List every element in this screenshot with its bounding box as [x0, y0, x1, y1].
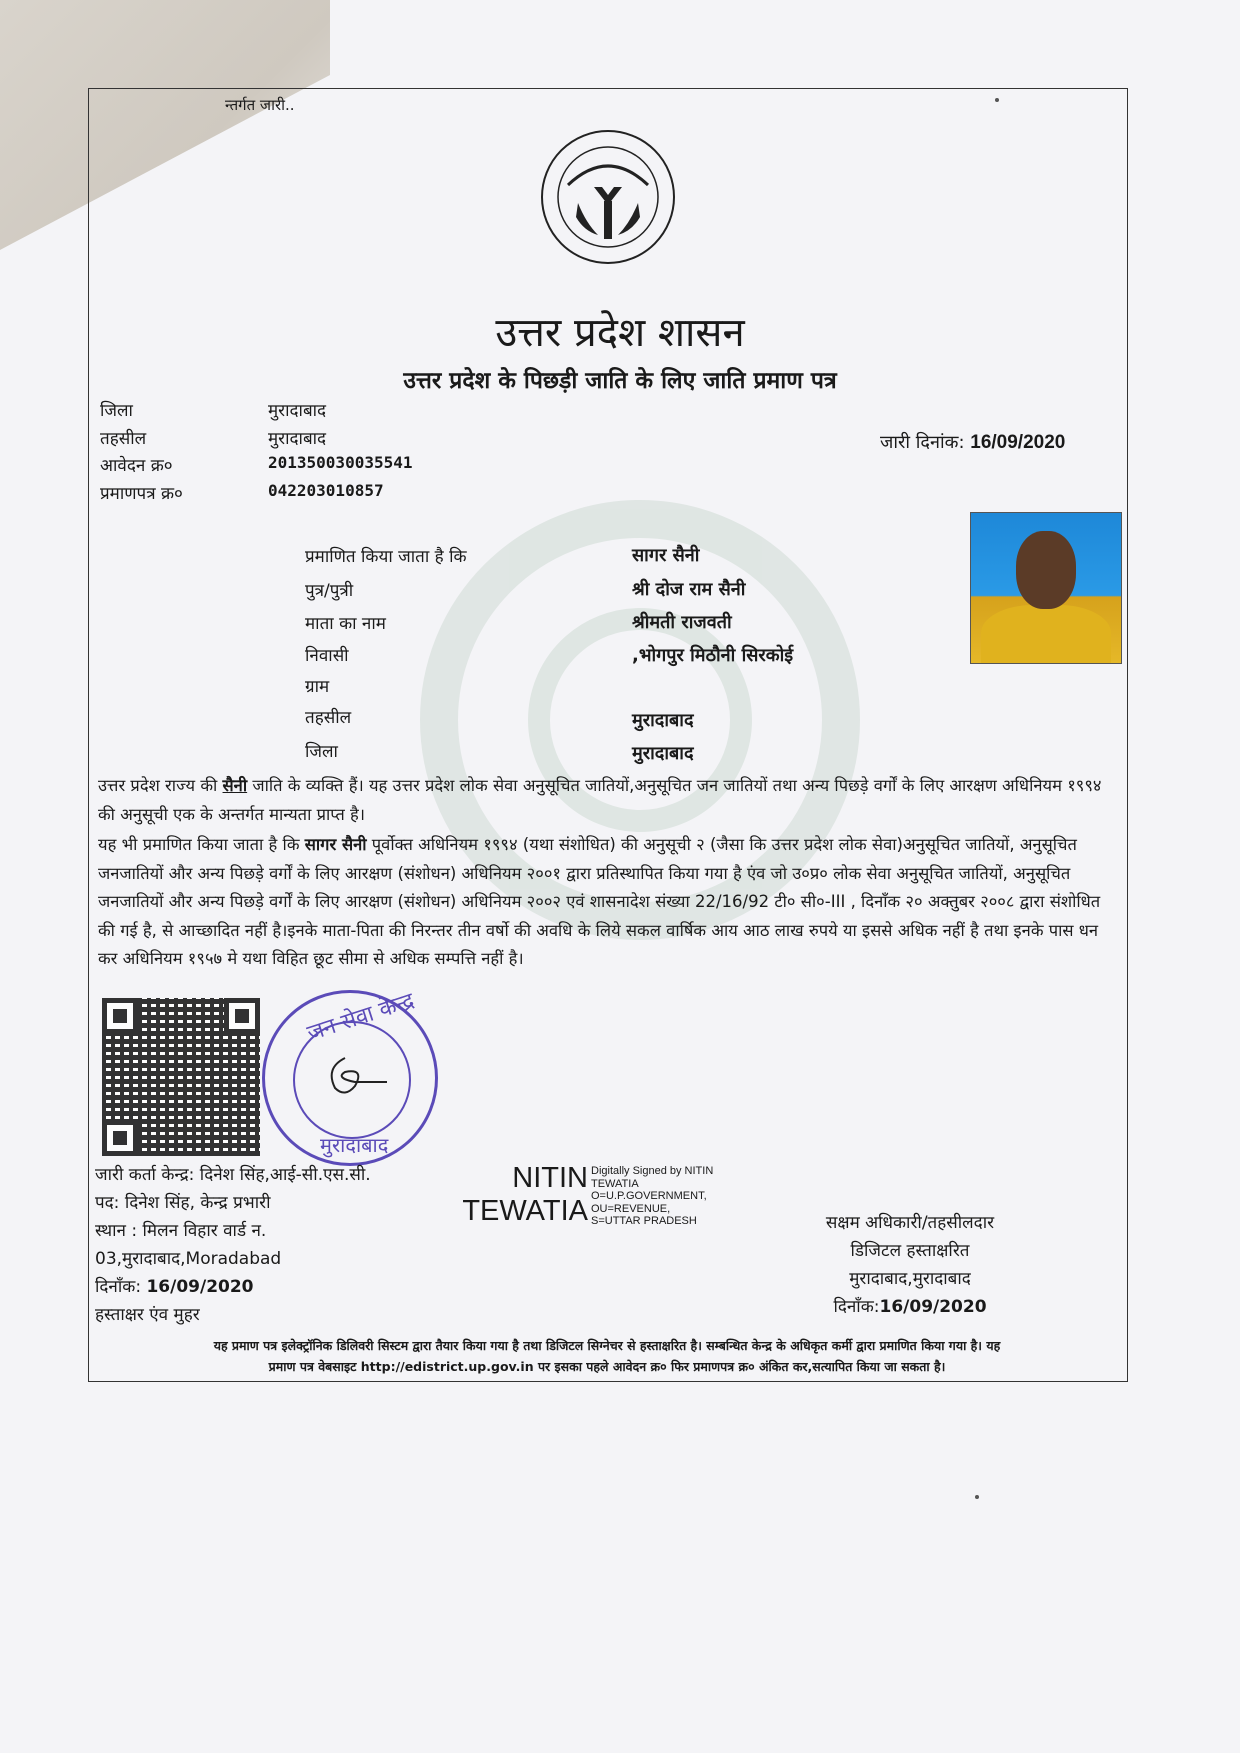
issuer-centre: जारी कर्ता केन्द्र: दिनेश सिंह,आई-सी.एस.सी. — [95, 1165, 371, 1185]
issue-date-value: 16/09/2020 — [970, 432, 1066, 453]
signature-seal-label: हस्ताक्षर एंव मुहर — [95, 1305, 200, 1325]
authority-title: सक्षम अधिकारी/तहसीलदार — [825, 1213, 995, 1233]
district-value: मुरादाबाद — [268, 401, 327, 421]
tehsil-value: मुरादाबाद — [268, 429, 327, 449]
issue-date-label: जारी दिनांक: — [880, 432, 965, 453]
tehsil-label: तहसील — [100, 429, 147, 449]
issuer-date-label: दिनाँक: — [95, 1277, 142, 1297]
stamp-top-text: जन सेवा केन्द्र — [304, 988, 418, 1047]
issuer-date-value: 16/09/2020 — [146, 1277, 254, 1297]
authority-date-value: 16/09/2020 — [879, 1297, 987, 1317]
signer-first-name: NITIN — [512, 1162, 588, 1194]
mother-name: श्रीमती राजवती — [632, 612, 732, 633]
footer-line-1: यह प्रमाण पत्र इलेक्ट्रॉनिक डिलिवरी सिस्टम द्वारा तैयार किया गया है तथा डिजिटल सिग्नेचर से हस्ताक्षरित है। सम्बन्धित केन्द्र के अधिकृत कर्मी द्वारा प्रमाणित किया गया है। यह — [213, 1338, 1001, 1353]
resident-label: निवासी — [305, 646, 349, 666]
resident-value: ,भोगपुर मिठौनी सिरकोई — [632, 645, 794, 666]
issuer-address: 03,मुरादाबाद,Moradabad — [95, 1249, 282, 1269]
footer-line-2: प्रमाण पत्र वेबसाइट http://edistrict.up.gov.in पर इसका पहले आवेदन क्र० फिर प्रमाणपत्र क्र० अंकित कर,सत्यापित किया जा सकता है। — [268, 1359, 946, 1374]
person-district-value: मुरादाबाद — [632, 743, 694, 764]
digital-signature-details: Digitally Signed by NITIN TEWATIA O=U.P.GOVERNMENT, OU=REVENUE, S=UTTAR PRADESH — [591, 1165, 714, 1227]
applicant-name: सागर सैनी — [632, 545, 700, 566]
district-label: जिला — [100, 401, 133, 421]
authority-date — [760, 1294, 1060, 1317]
application-label: आवेदन क्र० — [100, 456, 173, 476]
seva-kendra-stamp — [262, 990, 438, 1166]
authority-date-label: दिनाँक: — [833, 1297, 880, 1317]
caste-name: सैनी — [222, 776, 248, 795]
digital-signer-name — [448, 1162, 588, 1228]
qr-code — [102, 998, 260, 1156]
parent-name: श्री दोज राम सैनी — [632, 579, 746, 600]
applicant-photo — [970, 512, 1122, 664]
authority-digital-signed: डिजिटल हस्ताक्षरित — [850, 1241, 970, 1261]
up-government-emblem — [538, 127, 678, 267]
top-note: न्तर्गत जारी.. — [225, 96, 295, 114]
applicant-name-inline: सागर सैनी — [304, 835, 367, 854]
issuer-place: स्थान : मिलन विहार वार्ड न. — [95, 1221, 267, 1241]
issuer-post: पद: दिनेश सिंह, केन्द्र प्रभारी — [95, 1193, 271, 1213]
village-label: ग्राम — [305, 677, 330, 697]
stamp-bottom-text: मुरादाबाद — [320, 1133, 389, 1157]
certified-label: प्रमाणित किया जाता है कि — [305, 547, 467, 567]
person-tehsil-value: मुरादाबाद — [632, 710, 694, 731]
issuer-date — [95, 1274, 254, 1297]
authority-location: मुरादाबाद,मुरादाबाद — [849, 1269, 971, 1289]
certificate-number-label: प्रमाणपत्र क्र० — [100, 484, 183, 504]
signer-last-name: TEWATIA — [462, 1195, 588, 1227]
footer-note — [92, 1335, 1122, 1377]
certificate-title: उत्तर प्रदेश शासन — [495, 310, 745, 356]
parent-label: पुत्र/पुत्री — [305, 581, 354, 601]
person-district-label: जिला — [305, 742, 338, 762]
speck — [995, 98, 999, 102]
certificate-number: 042203010857 — [268, 481, 384, 500]
speck — [975, 1495, 979, 1499]
exclusion-paragraph: यह भी प्रमाणित किया जाता है कि सागर सैनी पूर्वोक्त अधिनियम १९९४ (यथा संशोधित) की अनुसूची २ (जैसा कि उत्तर प्रदेश लोक सेवा)अनुसूचित जातियों, अनुसूचित जनजातियों और अन्य पिछड़े वर्गों के लिए आरक्षण (संशोधन) अधिनियम २००१ द्वारा प्रतिस्थापित किया गया है एंव जो उ०प्र० लोक सेवा अनुसूचित जातियों, अनुसूचित जनजातियों और अन्य पिछड़े वर्गों के लिए आरक्षण (संशोधन) अधिनियम २००२ एवं शासनादेश संख्या 22/16/92 टी० सी०-III , दिनाँक २० अक्तुबर २००८ द्वारा संशोधित की गई है, से आच्छादित नहीं है।इनके माता-पिता की निरन्तर तीन वर्षो की अवधि के लिये सकल वार्षिक आय आठ लाख रुपये या इससे अधिक नहीं है तथा इनके पास धन कर अधिनियम १९५७ मे यथा विहित छूट सीमा से अधिक सम्पत्ति नहीं है। — [98, 835, 1101, 968]
handwritten-signature — [315, 1048, 395, 1108]
person-tehsil-label: तहसील — [305, 708, 352, 728]
caste-paragraph: उत्तर प्रदेश राज्य की सैनी जाति के व्यक्ति हैं। यह उत्तर प्रदेश लोक सेवा अनुसूचित जातियों,अनुसूचित जन जातियों तथा अन्य पिछड़े वर्गों के लिए आरक्षण अधिनियम १९९४ की अनुसूची एक के अन्तर्गत मान्यता प्राप्त है। — [98, 776, 1102, 824]
certificate-subtitle: उत्तर प्रदेश के पिछड़ी जाति के लिए जाति प्रमाण पत्र — [403, 368, 837, 394]
application-number: 201350030035541 — [268, 453, 413, 472]
mother-label: माता का नाम — [305, 614, 386, 634]
issue-date — [880, 430, 1065, 454]
